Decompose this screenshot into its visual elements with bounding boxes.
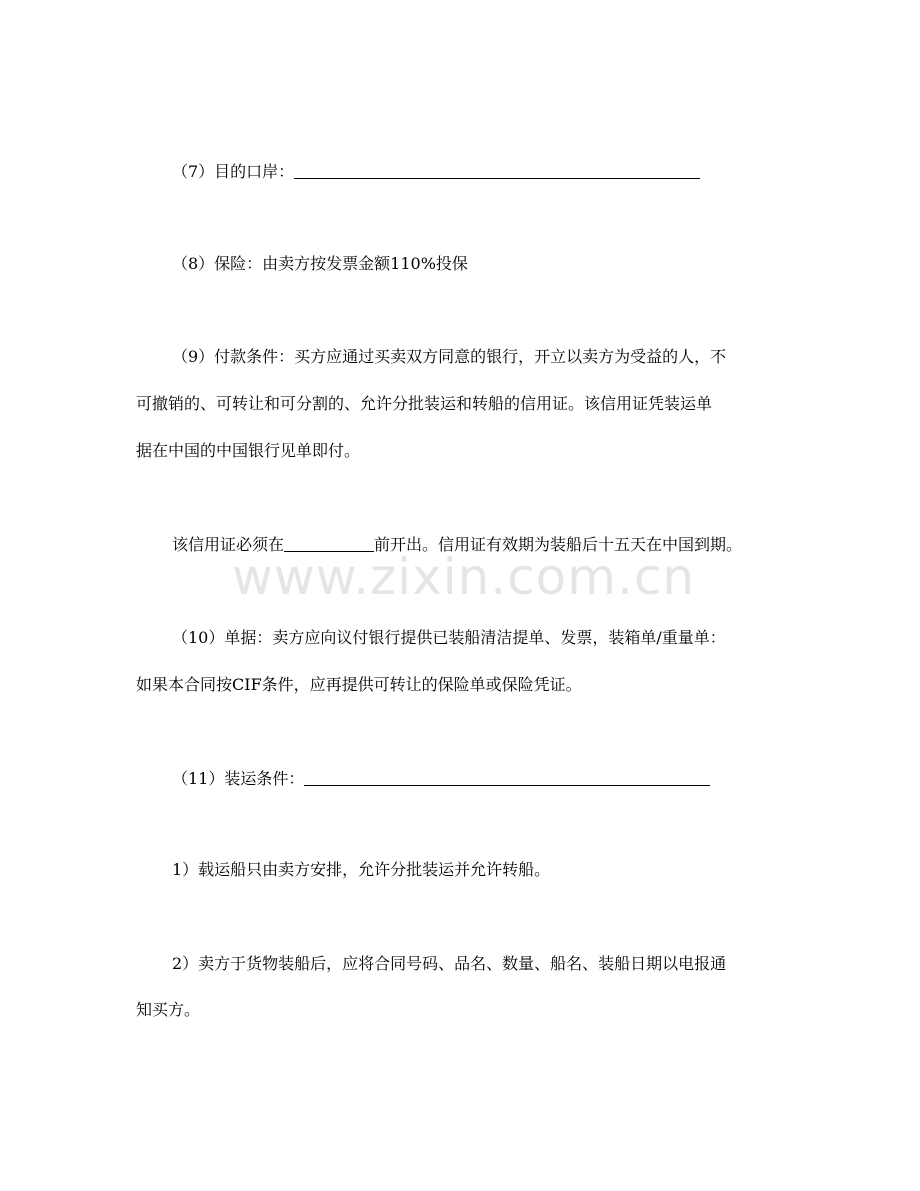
clause-8 [172,254,468,274]
clause-9-text-3: 据在中国的中国银行见单即付。 [136,441,361,460]
clause-10-line-2 [136,675,582,695]
sub-item-2-text-2: 知买方。 [136,1000,201,1019]
shipment-terms-blank [304,769,710,786]
clause-10-line-1 [172,628,726,648]
clause-7 [172,160,700,182]
clause-11 [172,767,710,789]
sub-item-1 [172,860,550,880]
clause-9-line-3 [136,441,360,461]
watermark: www.zixin.com.cn [232,548,696,606]
clause-7-label: （7）目的口岸： [172,162,295,181]
lc-deadline-before: 该信用证必须在 [172,535,285,554]
sub-item-2-line-2 [136,1000,200,1020]
sub-item-2-text-1: 2）卖方于货物装船后，应将合同号码、品名、数量、船名、装船日期以电报通 [172,954,727,973]
clause-9-text-2: 可撤销的、可转让和可分割的、允许分批装运和转船的信用证。该信用证凭装运单 [136,394,713,413]
destination-port-blank [294,162,700,179]
clause-10-text-2: 如果本合同按CIF条件，应再提供可转让的保险单或保险凭证。 [136,675,582,694]
clause-11-label: （11）装运条件： [172,769,305,788]
clause-9-text-1: （9）付款条件：买方应通过买卖双方同意的银行，开立以卖方为受益的人，不 [172,347,727,366]
sub-item-2-line-1 [172,954,726,974]
sub-item-1-text: 1）载运船只由卖方安排，允许分批装运并允许转船。 [172,860,551,879]
clause-9-line-2 [136,394,712,414]
clause-9-line-1 [172,347,726,367]
clause-8-text: （8）保险：由卖方按发票金额110%投保 [172,254,468,273]
clause-10-text-1: （10）单据：卖方应向议付银行提供已装船清洁提单、发票，装箱单/重量单： [172,628,726,647]
lc-deadline-after: 前开出。信用证有效期为装船后十五天在中国到期。 [374,535,743,554]
